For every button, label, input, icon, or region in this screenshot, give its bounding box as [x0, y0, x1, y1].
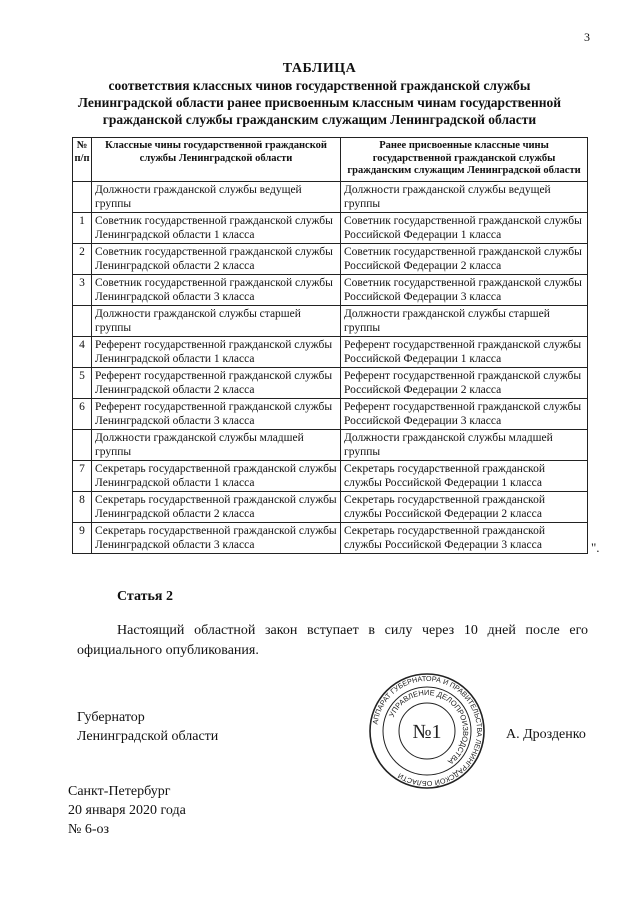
closing-quote: ".	[591, 540, 600, 555]
previous-rank-cell: Референт государственной гражданской службы Российской Федерации 2 класса	[341, 367, 588, 398]
previous-rank-cell: Должности гражданской службы младшей группы	[341, 429, 588, 460]
previous-rank-cell: Референт государственной гражданской службы Российской Федерации 3 класса	[341, 398, 588, 429]
row-number	[73, 305, 92, 336]
row-number: 6	[73, 398, 92, 429]
table-row	[73, 398, 588, 429]
table-row	[73, 274, 588, 305]
row-number	[73, 429, 92, 460]
row-number: 4	[73, 336, 92, 367]
regional-rank-cell: Советник государственной гражданской службы Ленинградской области 2 класса	[92, 243, 341, 274]
title-line: Ленинградской области ранее присвоенным классным чинам государственной	[77, 95, 562, 110]
previous-rank-cell: Референт государственной гражданской службы Российской Федерации 1 класса	[341, 336, 588, 367]
conformity-table	[72, 137, 588, 554]
regional-rank-cell: Советник государственной гражданской службы Ленинградской области 1 класса	[92, 212, 341, 243]
signatory-name: А. Дрозденко	[506, 727, 586, 742]
row-number: 3	[73, 274, 92, 305]
seal-outer-text: АППАРАТ ГУБЕРНАТОРА И ПРАВИТЕЛЬСТВА ЛЕНИНГРАДСКОЙ ОБЛАСТИ	[370, 673, 485, 789]
footer-city: Санкт-Петербург	[68, 784, 171, 799]
row-number: 5	[73, 367, 92, 398]
table-row	[73, 491, 588, 522]
title-heading: ТАБЛИЦА	[282, 61, 357, 76]
regional-rank-cell: Референт государственной гражданской службы Ленинградской области 3 класса	[92, 398, 341, 429]
position-line: Губернатор	[77, 710, 145, 725]
table-row	[73, 305, 588, 336]
row-number: 7	[73, 460, 92, 491]
previous-rank-cell: Должности гражданской службы старшей группы	[341, 305, 588, 336]
title-line: соответствия классных чинов государственной гражданской службы	[108, 78, 531, 93]
article-heading: Статья 2	[117, 589, 173, 604]
table-body	[73, 181, 588, 553]
previous-rank-cell: Советник государственной гражданской службы Российской Федерации 3 класса	[341, 274, 588, 305]
previous-rank-cell: Должности гражданской службы ведущей группы	[341, 181, 588, 212]
previous-rank-cell: Секретарь государственной гражданской службы Российской Федерации 3 класса	[341, 522, 588, 553]
regional-rank-cell: Секретарь государственной гражданской службы Ленинградской области 3 класса	[92, 522, 341, 553]
table-row	[73, 460, 588, 491]
regional-rank-cell: Советник государственной гражданской службы Ленинградской области 3 класса	[92, 274, 341, 305]
table-row	[73, 367, 588, 398]
regional-rank-cell: Должности гражданской службы ведущей группы	[92, 181, 341, 212]
footer-date: 20 января 2020 года	[68, 803, 186, 818]
official-seal	[368, 672, 486, 790]
regional-rank-cell: Должности гражданской службы младшей группы	[92, 429, 341, 460]
title-line: гражданской службы гражданским служащим Ленинградской области	[102, 112, 537, 127]
row-number: 1	[73, 212, 92, 243]
footer-law-number: № 6-оз	[68, 822, 110, 837]
regional-rank-cell: Референт государственной гражданской службы Ленинградской области 2 класса	[92, 367, 341, 398]
row-number: 9	[73, 522, 92, 553]
header-previous-ranks: Ранее присвоенные классные чины государственной гражданской службы гражданским служащим Ленинградской области	[341, 138, 588, 182]
table-row	[73, 212, 588, 243]
table-row	[73, 181, 588, 212]
regional-rank-cell: Секретарь государственной гражданской службы Ленинградской области 1 класса	[92, 460, 341, 491]
regional-rank-cell: Должности гражданской службы старшей группы	[92, 305, 341, 336]
regional-rank-cell: Референт государственной гражданской службы Ленинградской области 1 класса	[92, 336, 341, 367]
row-number	[73, 181, 92, 212]
row-number: 2	[73, 243, 92, 274]
previous-rank-cell: Советник государственной гражданской службы Российской Федерации 2 класса	[341, 243, 588, 274]
document-footer	[68, 782, 186, 839]
regional-rank-cell: Секретарь государственной гражданской службы Ленинградской области 2 класса	[92, 491, 341, 522]
article-text: Настоящий областной закон вступает в силу через 10 дней после его официального опубликования.	[77, 623, 588, 658]
header-regional-ranks: Классные чины государственной гражданской службы Ленинградской области	[92, 138, 341, 182]
table-row	[73, 522, 588, 553]
previous-rank-cell: Советник государственной гражданской службы Российской Федерации 1 класса	[341, 212, 588, 243]
header-num: № п/п	[73, 138, 92, 182]
seal-center-number: №1	[412, 721, 442, 743]
previous-rank-cell: Секретарь государственной гражданской службы Российской Федерации 1 класса	[341, 460, 588, 491]
signatory-position	[77, 708, 218, 746]
table-header-row	[73, 138, 588, 182]
table-row	[73, 336, 588, 367]
document-title	[0, 60, 639, 128]
previous-rank-cell: Секретарь государственной гражданской службы Российской Федерации 2 класса	[341, 491, 588, 522]
table-row	[73, 429, 588, 460]
table-row	[73, 243, 588, 274]
seal-inner-text: УПРАВЛЕНИЕ ДЕЛОПРОИЗВОДСТВА	[387, 687, 471, 767]
page-number: 3	[584, 30, 590, 44]
row-number: 8	[73, 491, 92, 522]
position-line: Ленинградской области	[77, 729, 219, 744]
